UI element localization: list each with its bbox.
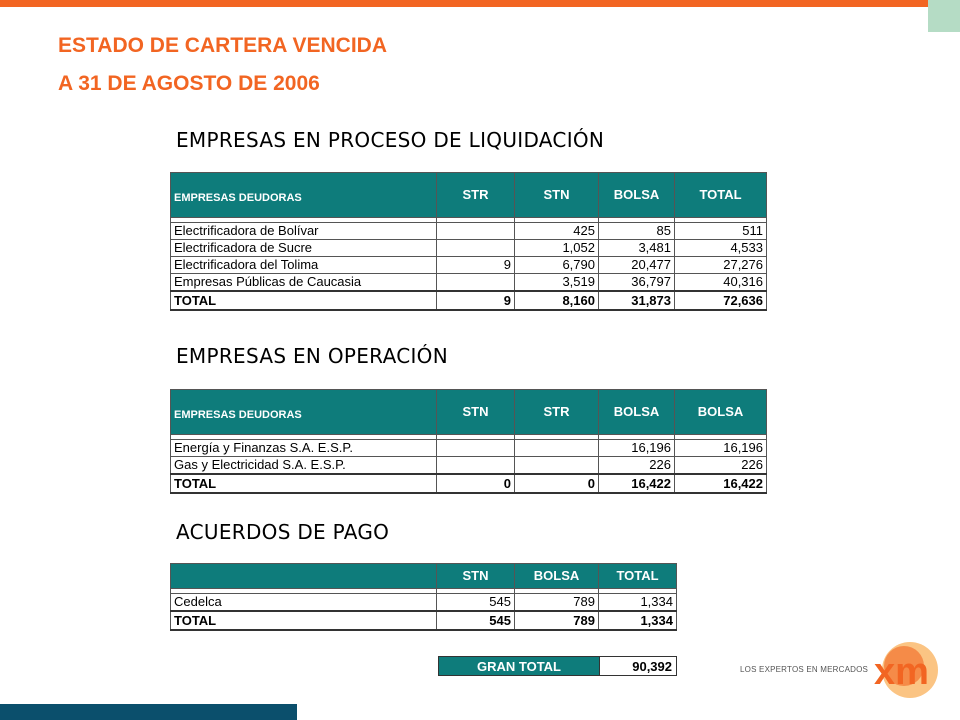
- value-cell: 226: [675, 457, 767, 475]
- table-row: [171, 274, 767, 292]
- value-cell: 226: [599, 457, 675, 475]
- value-cell: 40,316: [675, 274, 767, 292]
- total-cell: 16,422: [599, 474, 675, 493]
- column-header: EMPRESAS DEUDORAS: [171, 390, 437, 435]
- top-accent-bar: [0, 0, 928, 7]
- table-row: [171, 223, 767, 240]
- table-header-row: [171, 173, 767, 218]
- total-row: [171, 291, 767, 310]
- total-label: TOTAL: [171, 474, 437, 493]
- value-cell: [437, 274, 515, 292]
- column-header: BOLSA: [599, 390, 675, 435]
- column-header: EMPRESAS DEUDORAS: [171, 173, 437, 218]
- column-header: STR: [437, 173, 515, 218]
- value-cell: 511: [675, 223, 767, 240]
- column-header: TOTAL: [675, 173, 767, 218]
- total-cell: 16,422: [675, 474, 767, 493]
- page-title: ESTADO DE CARTERA VENCIDA: [58, 34, 388, 57]
- total-label: TOTAL: [171, 291, 437, 310]
- table-header-row: [171, 390, 767, 435]
- total-row: [171, 474, 767, 493]
- value-cell: 545: [437, 594, 515, 612]
- value-cell: 20,477: [599, 257, 675, 274]
- column-header: TOTAL: [599, 564, 677, 589]
- logo-mark-text: xm: [874, 651, 929, 693]
- column-header: STR: [515, 390, 599, 435]
- total-cell: 31,873: [599, 291, 675, 310]
- value-cell: 85: [599, 223, 675, 240]
- corner-accent-box: [928, 0, 960, 32]
- table-row: [171, 240, 767, 257]
- company-logo: [740, 640, 940, 700]
- table-row: [171, 457, 767, 475]
- company-cell: Electrificadora de Sucre: [171, 240, 437, 257]
- company-cell: Empresas Públicas de Caucasia: [171, 274, 437, 292]
- column-header: STN: [515, 173, 599, 218]
- total-row: [171, 611, 677, 630]
- total-cell: 545: [437, 611, 515, 630]
- value-cell: [515, 457, 599, 475]
- value-cell: [437, 457, 515, 475]
- value-cell: 789: [515, 594, 599, 612]
- value-cell: 27,276: [675, 257, 767, 274]
- column-header: [171, 564, 437, 589]
- value-cell: 36,797: [599, 274, 675, 292]
- table-acuerdos: [170, 563, 677, 631]
- total-label: TOTAL: [171, 611, 437, 630]
- total-cell: 0: [515, 474, 599, 493]
- value-cell: 425: [515, 223, 599, 240]
- bottom-accent-bar: [0, 704, 297, 720]
- total-cell: 72,636: [675, 291, 767, 310]
- value-cell: 3,519: [515, 274, 599, 292]
- company-cell: Electrificadora de Bolívar: [171, 223, 437, 240]
- value-cell: [437, 240, 515, 257]
- value-cell: [437, 223, 515, 240]
- column-header: STN: [437, 564, 515, 589]
- company-cell: Cedelca: [171, 594, 437, 612]
- value-cell: 3,481: [599, 240, 675, 257]
- total-cell: 1,334: [599, 611, 677, 630]
- company-cell: Electrificadora del Tolima: [171, 257, 437, 274]
- column-header: BOLSA: [515, 564, 599, 589]
- value-cell: 16,196: [599, 440, 675, 457]
- section-heading-acuerdos: ACUERDOS DE PAGO: [176, 520, 390, 544]
- grand-total-label: GRAN TOTAL: [439, 657, 600, 676]
- total-cell: 9: [437, 291, 515, 310]
- section-heading-operacion: EMPRESAS EN OPERACIÓN: [176, 344, 448, 368]
- column-header: STN: [437, 390, 515, 435]
- value-cell: 6,790: [515, 257, 599, 274]
- table-row: [171, 440, 767, 457]
- page-subtitle: A 31 DE AGOSTO DE 2006: [58, 72, 320, 95]
- value-cell: 9: [437, 257, 515, 274]
- logo-tagline: LOS EXPERTOS EN MERCADOS: [740, 665, 869, 674]
- value-cell: 1,052: [515, 240, 599, 257]
- company-cell: Gas y Electricidad S.A. E.S.P.: [171, 457, 437, 475]
- table-operacion: [170, 389, 767, 494]
- total-cell: 789: [515, 611, 599, 630]
- column-header: BOLSA: [599, 173, 675, 218]
- total-cell: 0: [437, 474, 515, 493]
- column-header: BOLSA: [675, 390, 767, 435]
- total-cell: 8,160: [515, 291, 599, 310]
- value-cell: [437, 440, 515, 457]
- table-row: [171, 594, 677, 612]
- table-header-row: [171, 564, 677, 589]
- table-liquidacion: [170, 172, 767, 311]
- value-cell: 16,196: [675, 440, 767, 457]
- xm-logo-mark: [868, 640, 938, 700]
- table-row: [171, 257, 767, 274]
- grand-total-box: [438, 656, 677, 676]
- section-heading-liquidacion: EMPRESAS EN PROCESO DE LIQUIDACIÓN: [176, 128, 605, 152]
- company-cell: Energía y Finanzas S.A. E.S.P.: [171, 440, 437, 457]
- value-cell: [515, 440, 599, 457]
- value-cell: 1,334: [599, 594, 677, 612]
- value-cell: 4,533: [675, 240, 767, 257]
- grand-total-value: 90,392: [600, 657, 677, 676]
